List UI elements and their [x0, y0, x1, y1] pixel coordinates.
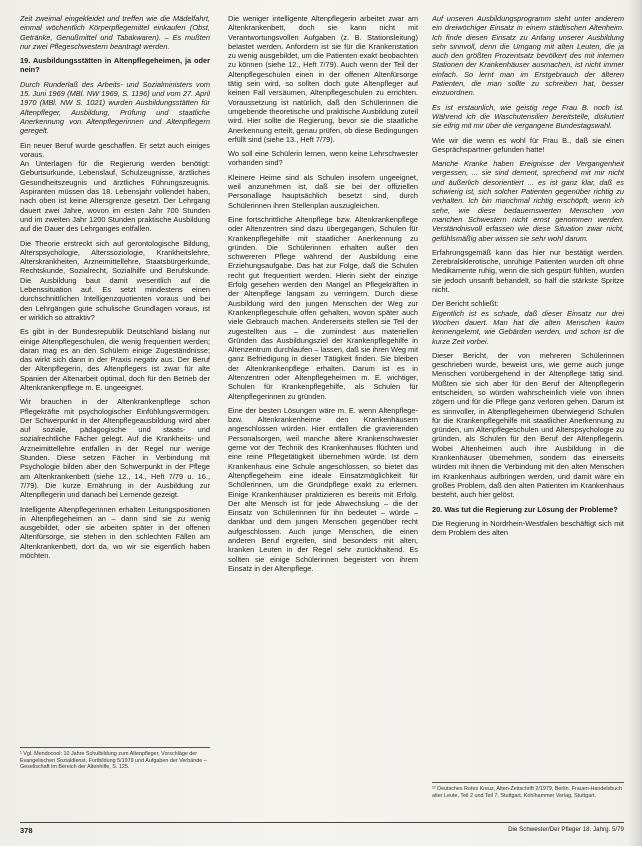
paragraph: Zeit zweimal eingekleidet und treffen wie die Mädelfahrt, einmal wöchentlich Körperpflegemittel einkaufen (Obst, Getränke, Genußmittel und Tabakwaren). – Es mußten nur zwei Pflegeschwestern beantragt werden.: [20, 14, 210, 51]
paragraph: Erfahrungsgemäß kann das hier nur bestätigt werden. Zerebralsklerotische, unruhige Patienten wurden oft ohne Medikamente ruhig, wenn die sich gespürt fühlten, wurden sie jedoch unsanft behandelt, so half die stärkste Spritze nicht.: [432, 247, 624, 295]
text-column-right: [432, 14, 624, 816]
paragraph: Intelligente Altenpflegerinnen erhalten Leitungspositionen in Altenpflegeheimen an – dann sind sie zu wenig ausgebildet, oder sie arbeiten später in der offenen Altenfürsorge, sie stehen in den schlechten Fällen am Altenkrankenbett, dort da, wo wir sie eigentlich haben möchten.: [20, 504, 210, 561]
paragraph: Durch Runderlaß des Arbeits- und Sozialministers vom 15. Juni 1969 (MBl. NW 1969, S. 1196) und vom 27. April 1970 (MBl. NW S. 1021) wurden Ausbildungsstätten für Altenpfleger, Ausbildung, Prüfung und staatliche Anerkennung von Altenpflegerinnen und Altenpflegern geregelt.: [20, 79, 210, 136]
paragraph: Auf unseren Ausbildungsprogramm steht unter anderem ein dreiwöchiger Einsatz in einem städtischen Altenheim. Ich finde diesen Einsatz zu Anfang unserer Ausbildung sehr sinnvoll, denn die Umgang mit alten Leuten, die ja auch den größten Prozentsatz bevölkert des mit internen Stationen der Krankenhäuser ausmachen, ist nicht immer einfach. So lernt man im Erstgebrauch der älteren Patienten, die man sollte zu schreiben hat, besser einzuordnen.: [432, 14, 624, 98]
text-column-middle: [228, 14, 418, 809]
section-heading: 20. Was tut die Regierung zur Lösung der Probleme?: [432, 504, 618, 514]
footer-rule: [20, 822, 624, 823]
text-column-left: [20, 14, 210, 806]
paragraph: Die Regierung in Nordrhein-Westfalen beschäftigt sich mit dem Problem des alten: [432, 518, 624, 538]
paragraph: Die Theorie erstreckt sich auf gerontologische Bildung, Alterspsychologie, Alterssoziologie, Krankheitslehre, Alterskrankheiten, Arzneimittellehre, Staatsbürgerkunde, Rechtskunde, Sozialrecht, Sozialhilfe und Berufskunde. Die Ausbildung baut damit wesentlich auf die Lebenssituation auf. Es setzt mindestens einen durchschnittlichen Intelligenzquotienten voraus und bei den Lehrgängen gute schulische Grundlagen voraus, ist er wirklich so attraktiv?: [20, 238, 210, 322]
paragraph: Der Bericht schließt:: [432, 299, 499, 309]
paragraph: Kleinere Heime sind als Schulen insofern ungeeignet, weil anzunehmen ist, daß sie bei der offiziellen Personallage hauptsächlich besetzt sind, durch Schülerinnen ihren Stellenplan auszugleichen.: [228, 172, 418, 210]
paragraph: Es ist erstaunlich, wie geistig rege Frau B. noch ist. Während ich die Waschutensilien bereitstelle, diskutiert sie eifrig mit mir über die vergangene Bundestagswahl.: [432, 102, 624, 131]
paragraph: Dieser Bericht, der von mehreren Schülerinnen geschrieben wurde, beweist uns, wie gerne auch junge Menschen vorübergehend in der Altenpflege tätig sind. Müßten sie sich aber für den Beruf der Altenpflegerin entscheiden, so würden wahrscheinlich viele von ihnen zögern und für die Pflege ganz verloren gehen. Darum ist es sinnvoller, in Altenpflegeheimen überwiegend Schulen für die Krankenpflegehilfe mit staatlicher Anerkennung zu gründen, um Altenpflegeschulen und Alterspsychologie zu gründen, als Schulen für den Beruf der Altenpflegerin. Wobei Altenheimen auch ihre Ausbildung in die Krankenhäuser übernehmen, sondern das einerseits würden mit ihnen die Verbindung mit den alten Menschen im Krankenhaus aufbringen werden, und damit wäre ein großes Problem, daß den alten Patienten im Krankenhaus besteht, auch hier gelöst.: [432, 350, 624, 500]
paragraph: Eine fortschrittliche Altenpflege bzw. Altenkrankenpflege oder Altenzentren sind dazu übergegangen, Schulen für Krankenpflegehilfe mit staatlicher Anerkennung zu gründen. Die Schülerinnen erhalten außer den schwereren Pflege während der Ausbildung eine Erziehungsaufgabe. Das hat zur Folge, daß die Schulen recht gut frequentiert werden. Hierin sieht der einzige Erfolg gesehen werden den Mangel an Pflegekräften in der Altenpflege langsam zu verringern. Durch diese Ausbildung wird den jungen Menschen der Weg zur Krankenpflegeschule offen gehalten, wovon später auch viele Gebrauch machen. Andererseits stellen sie Teil der zugestellten aus – die zumindest aus materiellen Gründen das Ausbildungsziel der Krankenpflegehilfe in Altenzentrum durchlaufen – lassen, daß sie ihren Weg mit ganz Befriedigung in dieser Tätigkeit finden. Sie bleiben der Altenkrankenpflege erhalten. Darum ist es in Altenzentren oder Altenpflegeheimen m. E. wichtiger, Schulen für Krankenpflegehilfe, als Schulen für Altenpflegerinnen zu gründen.: [228, 214, 418, 401]
footnote-left: ¹ Vgl. Mendocool: 10 Jahre Schulbildung zum Altenpfleger, Vorschläge der Evangelischen Sozialdienst, Fortbildung 5/1979 und Aufgaben der Verbände – Gesellschaft im Bereich der Altenhilfe, S. 125.: [20, 747, 210, 771]
running-footer: Die Schwester/Der Pfleger 18. Jahrg. 5/79: [508, 826, 624, 833]
section-heading: 19. Ausbildungsstätten in Altenpflegeheimen, ja oder nein?: [20, 56, 210, 75]
footnote-right: ¹² Deutsches Rotes Kreuz, Alten-Zeitschrift 2/1979, Berlin. Frauen-Handelsbuch alter Leute, Teil 2 und Teil 7. Stuttgart, Kohlhammer Verlag, Stuttgart.: [432, 782, 624, 799]
page-edge-shadow: [628, 0, 642, 846]
paragraph: Eine der besten Lösungen wäre m. E. wenn Altenpflege- bzw. Altenkrankenheime den Krankenhäusern angeschlossen würden. Hier entfallen die gravierenden Personalsorgen, weil manche ältere Krankenschwester gerne vor der Technik des Krankenhauses flüchten und eine reine Pflegetätigkeit übernehmen würde. Ist dem Krankenhaus eine Schule angeschlossen, so bietet das Altenpflegeheim eine ideale Einsatzmöglichkeit für Schülerinnen, um die Grundpflege exakt zu erlernen. Einige Krankenhäuser praktizieren es bereits mit Erfolg. Der alte Mensch ist für jede Abwechslung – die der Einsatz von Schülerinnen für ihn bedeutet – würde – dankbar und dem jungen Menschen gegenüber recht aufgeschlossen. Auch junge Menschen, die einen anderen Beruf ergreifen, sind besonders mit alten, kranken Leuten in der Regel sehr zurückhaltend. Es sollten sie einige Schülerinnen begeistert von ihrem Einsatz in der Altenpflege.: [228, 405, 418, 573]
paragraph: Ein neuer Beruf wurde geschaffen. Er setzt auch einiges voraus.: [20, 140, 210, 159]
paragraph: Wie wir die wenn es wohl für Frau B., daß sie einen Gesprächspartner gefunden hatte!: [432, 135, 624, 154]
paragraph: Manche Kranke haben Ereignisse der Vergangenheit vergessen, ... sie sind dement, sprechend mit mir nicht und äußerlich desorientiert ... es ist ganz klar, daß es schwierig ist, sich solcher Patienten gegenüber richtig zu verhalten. Ich bin manchmal richtig erschöpft, wenn ich sehe, wie diese bedauernswerten Menschen von manchen Schwestern nicht ernst genommen werden. Verständnisvoll erfassen wie diese Situation zwar nicht, gefühlsmäßig aber wissen sie sehr wohl darum.: [432, 159, 624, 243]
paragraph: Wo soll eine Schülerin lernen, wenn keine Lehrschwester vorhanden sind?: [228, 149, 418, 168]
paragraph: An Unterlagen für die Regierung werden benötigt: Geburtsurkunde, Lebenslauf, Schulzeugnisse, ärztliches Gesundheitszeugnis und ärztliches Führungszeugnis. Aspiranten müssen das 18. Lebensjahr vollendet haben, nach oben ist keine Altersgrenze gesetzt. Der Lehrgang dauert zwei Jahre, wovon im ersten Jahr 700 Stunden und im zweiten Jahr 1200 Stunden praktische Ausbildung auf die Dauer des Lehrganges entfallen.: [20, 159, 210, 234]
paragraph: Eigentlich ist es schade, daß dieser Einsatz nur drei Wochen dauert. Man hat die alten Menschen kaum kennengelernt, wie Gebärden werden, und schon ist die kurze Zeit vorbei.: [432, 308, 624, 346]
page-number: 378: [20, 826, 33, 835]
paragraph: Die weniger intelligente Altenpflegerin arbeitet zwar am Altenkrankenbett, doch sie kann nicht mit Verantwortungsvollen Aufgaben (z. B. Stationsleitung) belastet werden. Anfordern ist sie für die Krankenstation zu wenig ausgebildet, um die Patienten exakt beobachten zu können (siehe 12., Heft 7/79). Auch wenn der Teil der Altenpflegeschulen einen in der offenen Altenfürsorge tätig sein wird, so sollten doch gute Altenpfleger auf keinen Fall versäumen, Altenpflegeschulen zu errichten. Voraussetzung ist natürlich, daß den Schülerinnen die umgebende theoretische und praktische Ausbildung zuteil wird. Hier sollte die Regierung, bevor sie die staatliche Anerkennung erteilt, genau prüfen, ob diese Bedingungen erfüllt sind (siehe 13., Heft 7/79).: [228, 14, 418, 144]
paragraph: Es gibt in der Bundesrepublik Deutschland bislang nur einige Altenpflegeschulen, die wenig frequentiert werden; daran mag es an den Schülern einige Zugeständnisse; das wirkt sich dann in der Praxis negativ aus. Der Beruf der Altenpflegerin, des Altenpflegers ist zwar für alte Spanien der Altenarbeit optimal, doch für den Betrieb der Altenkrankenpflege m. E. ungeeignet.: [20, 327, 210, 392]
paragraph: Wir brauchen in der Altenkrankenpflege schon Pflegekräfte mit psychologischer Einfühlungsvermögen. Der Schwerpunkt in der Altenpflegeausbildung wird aber auf soziale, pädagogische und staats- und sozialrechtliche Fächer gelegt. Auf die Krankheits- und Arzneimittellehre entfallen in der Regel nur wenige Stunden. Diese setzen Fächer in Verbindung mit Psychologie bilden aber den Schwerpunkt in der Pflege am Altenkrankenbett (siehe 12., 14., Heft 7/79 u. 16., 7/79). Die kurze Ernährung in der Ausbildung zur Altenpflegerin und danach bei Lernende gezeigt.: [20, 397, 210, 500]
